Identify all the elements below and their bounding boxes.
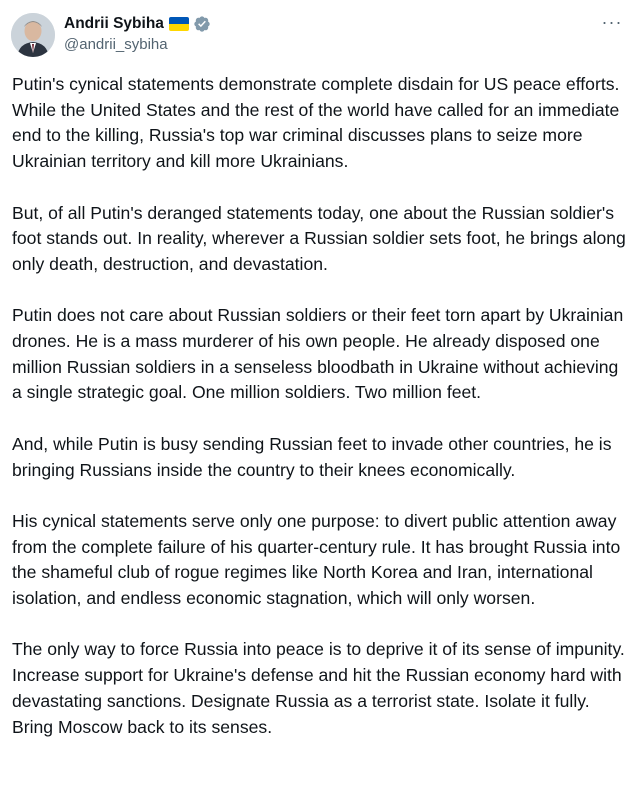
display-name-row [64,14,211,34]
avatar-image [11,13,55,57]
author-handle[interactable]: @andrii_sybiha [64,36,168,53]
post-paragraph: Putin does not care about Russian soldiers or their feet torn apart by Ukrainian drones. He is a mass murderer of his own people. He already disposed one million Russian soldiers in a senseless bloodbath in Ukraine without achieving a single strategic goal. One million soldiers. Two million feet. [12,305,624,403]
more-options-icon[interactable]: ··· [601,12,623,32]
ukraine-flag-icon [169,17,189,31]
post-text [12,72,626,766]
post-paragraph: His cynical statements serve only one purpose: to divert public attention away from the complete failure of his quarter-century rule. It has brought Russia into the shameful club of rogue regimes like North Korea and Iran, international isolation, and endless economic stagnation, which will only worsen. [12,510,621,608]
post-paragraph: And, while Putin is busy sending Russian feet to invade other countries, he is bringing Russians inside the country to their knees economically. [12,433,612,480]
verified-badge-icon [193,15,211,33]
post-paragraph: The only way to force Russia into peace is to deprive it of its sense of impunity. Increase support for Ukraine's defense and hit the Russian economy hard with devastating sanctions. Designate Russia as a terrorist state. Isolate it fully. Bring Moscow back to its senses. [12,639,625,737]
author-names [64,14,211,53]
display-name[interactable]: Andrii Sybiha [64,15,164,32]
post-paragraph: Putin's cynical statements demonstrate complete disdain for US peace efforts. While the United States and the rest of the world have called for an immediate end to the killing, Russia's top war criminal discusses plans to seize more Ukrainian territory and kill more Ukrainians. [12,74,620,172]
avatar[interactable] [11,13,55,57]
post-paragraph: But, of all Putin's deranged statements today, one about the Russian soldier's foot stands out. In reality, wherever a Russian soldier sets foot, he brings along only death, destruction, and devastation. [12,202,626,274]
post-header [11,11,626,59]
